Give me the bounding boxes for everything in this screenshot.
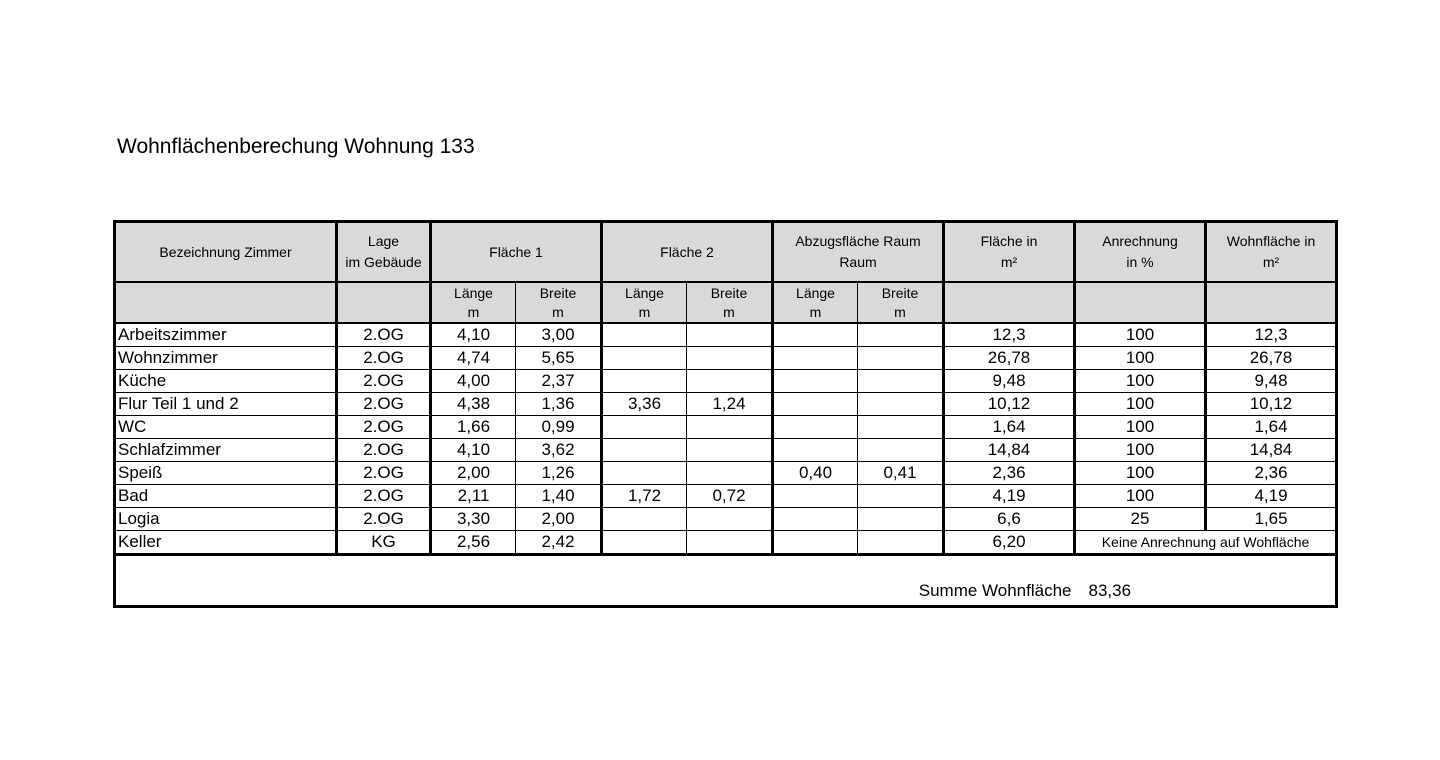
flaeche2-breite-cell bbox=[687, 439, 773, 462]
table-row bbox=[115, 347, 1337, 370]
abzug-breite-cell bbox=[858, 416, 944, 439]
abzug-laenge-cell bbox=[773, 393, 858, 416]
room-name-cell: Wohnzimmer bbox=[115, 347, 337, 370]
floor-cell: 2.OG bbox=[337, 370, 431, 393]
abzug-breite-cell bbox=[858, 508, 944, 531]
living-area-cell: 12,3 bbox=[1206, 323, 1337, 347]
abzug-breite-cell: 0,41 bbox=[858, 462, 944, 485]
area-cell: 1,64 bbox=[944, 416, 1075, 439]
abzug-laenge-cell bbox=[773, 439, 858, 462]
credit-percent-cell: 100 bbox=[1075, 323, 1206, 347]
flaeche2-laenge-cell bbox=[602, 370, 687, 393]
flaeche2-laenge-cell: 3,36 bbox=[602, 393, 687, 416]
abzug-breite-cell bbox=[858, 393, 944, 416]
flaeche2-laenge-cell bbox=[602, 531, 687, 555]
flaeche1-laenge-cell: 4,10 bbox=[431, 323, 516, 347]
flaeche1-breite-cell: 1,36 bbox=[516, 393, 602, 416]
no-credit-note: Keine Anrechnung auf Wohfläche bbox=[1075, 531, 1337, 555]
area-cell: 6,6 bbox=[944, 508, 1075, 531]
table-row bbox=[115, 485, 1337, 508]
credit-percent-cell: 100 bbox=[1075, 439, 1206, 462]
header-flaeche-2: Fläche 2 bbox=[602, 222, 773, 283]
subheader-breite: Breite m bbox=[687, 282, 773, 323]
room-name-cell: Schlafzimmer bbox=[115, 439, 337, 462]
flaeche2-laenge-cell: 1,72 bbox=[602, 485, 687, 508]
floor-cell: 2.OG bbox=[337, 462, 431, 485]
living-area-cell: 4,19 bbox=[1206, 485, 1337, 508]
table-row bbox=[115, 439, 1337, 462]
room-name-cell: Speiß bbox=[115, 462, 337, 485]
abzug-breite-cell bbox=[858, 323, 944, 347]
room-name-cell: Flur Teil 1 und 2 bbox=[115, 393, 337, 416]
floor-cell: 2.OG bbox=[337, 439, 431, 462]
abzug-breite-cell bbox=[858, 439, 944, 462]
area-cell: 6,20 bbox=[944, 531, 1075, 555]
flaeche1-laenge-cell: 2,11 bbox=[431, 485, 516, 508]
subheader-empty bbox=[944, 282, 1075, 323]
abzug-laenge-cell bbox=[773, 370, 858, 393]
subheader-laenge: Länge m bbox=[773, 282, 858, 323]
room-name-cell: Küche bbox=[115, 370, 337, 393]
area-cell: 10,12 bbox=[944, 393, 1075, 416]
flaeche2-breite-cell bbox=[687, 508, 773, 531]
subheader-breite: Breite m bbox=[516, 282, 602, 323]
flaeche1-breite-cell: 0,99 bbox=[516, 416, 602, 439]
subheader-empty bbox=[337, 282, 431, 323]
flaeche1-laenge-cell: 3,30 bbox=[431, 508, 516, 531]
area-cell: 12,3 bbox=[944, 323, 1075, 347]
room-name-cell: WC bbox=[115, 416, 337, 439]
header-flaeche-1: Fläche 1 bbox=[431, 222, 602, 283]
flaeche2-breite-cell bbox=[687, 531, 773, 555]
floor-cell: 2.OG bbox=[337, 508, 431, 531]
summary-value: 83,36 bbox=[1075, 555, 1206, 607]
subheader-laenge: Länge m bbox=[431, 282, 516, 323]
credit-percent-cell: 100 bbox=[1075, 485, 1206, 508]
living-area-cell: 2,36 bbox=[1206, 462, 1337, 485]
table-row bbox=[115, 508, 1337, 531]
credit-percent-cell: 100 bbox=[1075, 347, 1206, 370]
flaeche1-laenge-cell: 4,10 bbox=[431, 439, 516, 462]
credit-percent-cell: 25 bbox=[1075, 508, 1206, 531]
flaeche2-breite-cell: 0,72 bbox=[687, 485, 773, 508]
flaeche1-laenge-cell: 4,38 bbox=[431, 393, 516, 416]
flaeche1-laenge-cell: 4,74 bbox=[431, 347, 516, 370]
floor-cell: 2.OG bbox=[337, 347, 431, 370]
header-row bbox=[115, 222, 1337, 283]
abzug-laenge-cell bbox=[773, 508, 858, 531]
room-name-cell: Logia bbox=[115, 508, 337, 531]
header-abzugsflaeche: Abzugsfläche Raum Raum bbox=[773, 222, 944, 283]
summary-row bbox=[115, 555, 1337, 607]
header-bezeichnung: Bezeichnung Zimmer bbox=[115, 222, 337, 283]
flaeche1-laenge-cell: 2,00 bbox=[431, 462, 516, 485]
abzug-laenge-cell bbox=[773, 531, 858, 555]
flaeche2-laenge-cell bbox=[602, 462, 687, 485]
flaeche1-breite-cell: 5,65 bbox=[516, 347, 602, 370]
header-anrechnung: Anrechnung in % bbox=[1075, 222, 1206, 283]
table-row bbox=[115, 531, 1337, 555]
credit-percent-cell: 100 bbox=[1075, 393, 1206, 416]
table-row bbox=[115, 393, 1337, 416]
flaeche2-breite-cell bbox=[687, 370, 773, 393]
flaeche2-breite-cell bbox=[687, 462, 773, 485]
area-cell: 26,78 bbox=[944, 347, 1075, 370]
area-cell: 9,48 bbox=[944, 370, 1075, 393]
floor-cell: 2.OG bbox=[337, 393, 431, 416]
table-row bbox=[115, 323, 1337, 347]
floor-cell: 2.OG bbox=[337, 485, 431, 508]
flaeche1-breite-cell: 3,00 bbox=[516, 323, 602, 347]
summary-label: Summe Wohnfläche bbox=[115, 555, 1075, 607]
credit-percent-cell: 100 bbox=[1075, 416, 1206, 439]
abzug-breite-cell bbox=[858, 370, 944, 393]
subheader-empty bbox=[1206, 282, 1337, 323]
abzug-laenge-cell: 0,40 bbox=[773, 462, 858, 485]
subheader-row bbox=[115, 282, 1337, 323]
subheader-breite: Breite m bbox=[858, 282, 944, 323]
flaeche1-laenge-cell: 2,56 bbox=[431, 531, 516, 555]
abzug-breite-cell bbox=[858, 531, 944, 555]
document-title: Wohnflächenberechung Wohnung 133 bbox=[117, 135, 475, 158]
flaeche1-breite-cell: 3,62 bbox=[516, 439, 602, 462]
flaeche2-breite-cell bbox=[687, 416, 773, 439]
flaeche1-laenge-cell: 4,00 bbox=[431, 370, 516, 393]
flaeche2-breite-cell: 1,24 bbox=[687, 393, 773, 416]
header-lage: Lage im Gebäude bbox=[337, 222, 431, 283]
floor-cell: KG bbox=[337, 531, 431, 555]
summary-spacer bbox=[1206, 555, 1337, 607]
room-name-cell: Keller bbox=[115, 531, 337, 555]
abzug-laenge-cell bbox=[773, 347, 858, 370]
flaeche1-breite-cell: 2,00 bbox=[516, 508, 602, 531]
flaeche1-breite-cell: 1,26 bbox=[516, 462, 602, 485]
area-cell: 2,36 bbox=[944, 462, 1075, 485]
area-cell: 4,19 bbox=[944, 485, 1075, 508]
flaeche1-breite-cell: 2,37 bbox=[516, 370, 602, 393]
room-name-cell: Bad bbox=[115, 485, 337, 508]
living-area-cell: 26,78 bbox=[1206, 347, 1337, 370]
flaeche2-breite-cell bbox=[687, 323, 773, 347]
subheader-empty bbox=[115, 282, 337, 323]
living-area-cell: 10,12 bbox=[1206, 393, 1337, 416]
table-row bbox=[115, 462, 1337, 485]
flaeche2-laenge-cell bbox=[602, 508, 687, 531]
floor-cell: 2.OG bbox=[337, 323, 431, 347]
living-area-cell: 1,65 bbox=[1206, 508, 1337, 531]
header-flaeche-in: Fläche in m² bbox=[944, 222, 1075, 283]
abzug-laenge-cell bbox=[773, 323, 858, 347]
abzug-laenge-cell bbox=[773, 485, 858, 508]
flaeche2-breite-cell bbox=[687, 347, 773, 370]
flaeche1-laenge-cell: 1,66 bbox=[431, 416, 516, 439]
subheader-empty bbox=[1075, 282, 1206, 323]
credit-percent-cell: 100 bbox=[1075, 370, 1206, 393]
flaeche2-laenge-cell bbox=[602, 323, 687, 347]
living-area-cell: 9,48 bbox=[1206, 370, 1337, 393]
living-area-table bbox=[113, 220, 1338, 608]
flaeche2-laenge-cell bbox=[602, 416, 687, 439]
living-area-cell: 1,64 bbox=[1206, 416, 1337, 439]
abzug-laenge-cell bbox=[773, 416, 858, 439]
room-name-cell: Arbeitszimmer bbox=[115, 323, 337, 347]
flaeche2-laenge-cell bbox=[602, 439, 687, 462]
abzug-breite-cell bbox=[858, 347, 944, 370]
abzug-breite-cell bbox=[858, 485, 944, 508]
area-cell: 14,84 bbox=[944, 439, 1075, 462]
header-wohnflaeche-in: Wohnfläche in m² bbox=[1206, 222, 1337, 283]
floor-cell: 2.OG bbox=[337, 416, 431, 439]
subheader-laenge: Länge m bbox=[602, 282, 687, 323]
credit-percent-cell: 100 bbox=[1075, 462, 1206, 485]
table-row bbox=[115, 416, 1337, 439]
flaeche1-breite-cell: 1,40 bbox=[516, 485, 602, 508]
living-area-cell: 14,84 bbox=[1206, 439, 1337, 462]
table-row bbox=[115, 370, 1337, 393]
flaeche2-laenge-cell bbox=[602, 347, 687, 370]
flaeche1-breite-cell: 2,42 bbox=[516, 531, 602, 555]
